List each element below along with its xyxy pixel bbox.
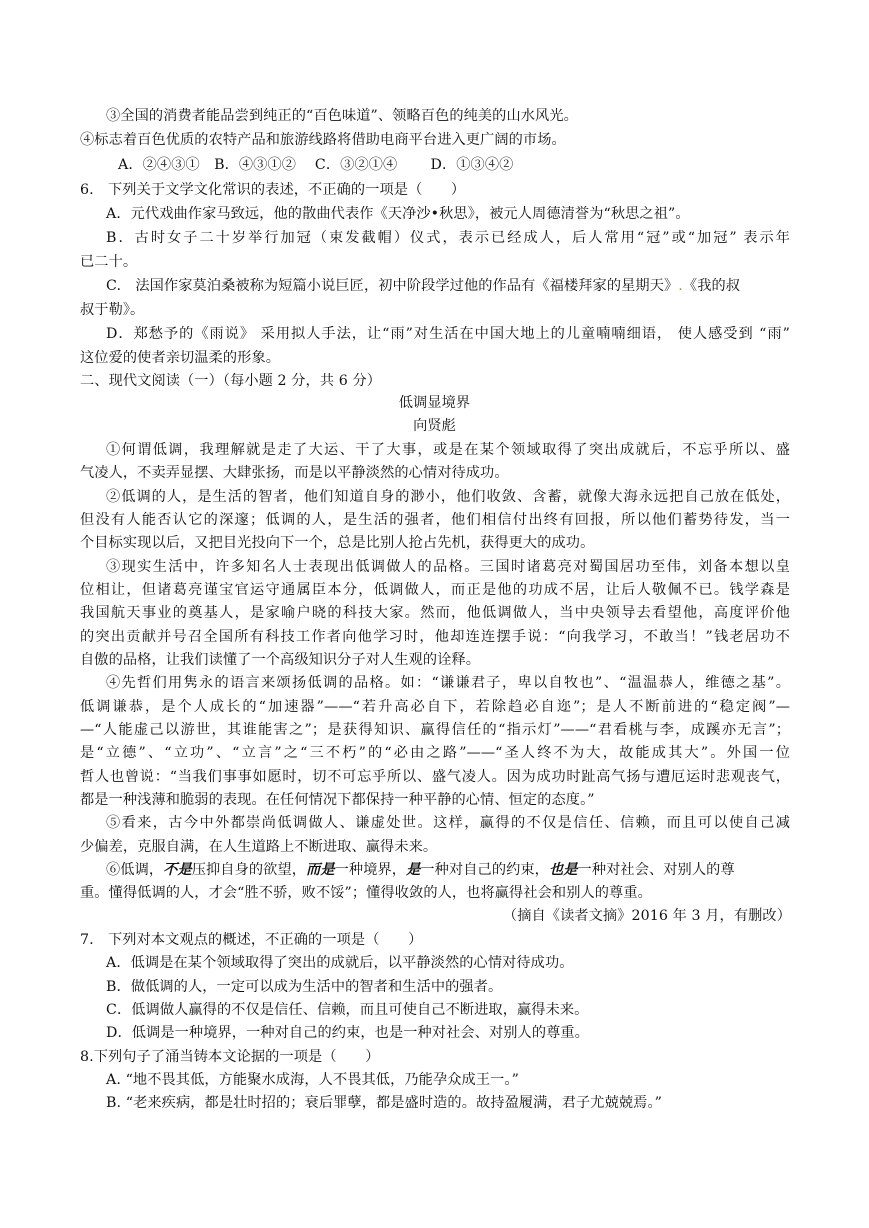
paragraph-1-line1: ①何谓低调，我理解就是走了大运、干了大事，或是在某个领域取得了突出成就后，不忘乎所以、盛: [106, 442, 790, 458]
paragraph-6-line2: 重。懂得低调的人，才会“胜不骄，败不馁”；懂得收敛的人，也将赢得社会和别人的尊重。: [80, 885, 652, 901]
paragraph-4-line2: 低调谦恭，是个人成长的“加速器”——“若升高必自下，若除趋必自迩”；是人不断前进的“稳定阀”—: [80, 699, 790, 715]
q6-option-b-line2: 已二十。: [80, 254, 138, 270]
paragraph-4-line1: ④先哲们用隽永的语言来颂扬低调的品格。如：“谦谦君子，卑以自牧也”、“温温恭人，维德之基”。: [106, 675, 790, 691]
orange-dot: .: [678, 278, 683, 294]
paragraph-1-line2: 气凌人，不卖弄显摆、大肆张扬，而是以平静淡然的心情对待成功。: [80, 465, 509, 481]
paragraph-6-line1: [106, 860, 735, 880]
paragraph-3-line1: ③现实生活中，许多知名人士表现出低调做人的品格。三国时诸葛亮对蜀国居功至伟，刘备本想以皇: [106, 559, 790, 575]
q8-stem: 8.下列句子了涌当铸本文论据的一项是（ ）: [80, 1049, 380, 1065]
q6-option-b-line1: B．古时女子二十岁举行加冠（束发截帽）仪式，表示已经成人，后人常用“冠”或“加冠” 表示年: [106, 230, 790, 246]
p6-text: 压抑自身的欲望，: [191, 862, 307, 878]
paragraph-4-line4: 是“立德”、“立功”、“立言”之“三不朽”的“必由之路”——“圣人终不为大，故能成其大”。外国一位: [80, 745, 790, 761]
q7-option-c: C．低调做人赢得的不仅是信任、信赖，而且可使自己不断进取，赢得未来。: [106, 1002, 589, 1018]
p6-text: 一种对自己的约束，: [420, 862, 549, 878]
paragraph-2-line2: 但没有人能否认它的深邃；低调的人，是生活的强者，他们相信付出终有回报，所以他们蓄势待发，当一: [80, 512, 790, 528]
q6-stem: 6. 下列关于文学文化常识的表述，不正确的一项是（ ）: [80, 182, 466, 198]
paragraph-4-line5: 哲人也曾说：“当我们事事如愿时，切不可忘乎所以、盛气凌人。因为成功时趾高气扬与遭厄运时悲观丧气，: [80, 769, 790, 785]
p6-emphasis-bushi: 不是: [163, 862, 192, 878]
paragraph-2-line1: ②低调的人，是生活的智者，他们知道自身的渺小，他们收敛、含蓄，就像大海永远把自己放在低处，: [106, 489, 790, 505]
p6-text: 一种境界，: [334, 862, 407, 878]
paragraph-4-line3: —“人能虚己以游世，其谁能害之”；是获得知识、赢得信任的“指示灯”——“君看桃与李，成蹊亦无言”；: [80, 722, 790, 738]
article-title: 低调显境界: [398, 395, 471, 411]
q6-option-a: A．元代戏曲作家马致远，他的散曲代表作《天净沙•秋思》，被元人周德清誉为“秋思之祖”。: [106, 206, 690, 222]
q5-statement-3: ③全国的消费者能品尝到纯正的“百色味道”、领略百色的纯美的山水风光。: [106, 108, 578, 124]
paragraph-5-line1: ⑤看来，古今中外都崇尚低调做人、谦虚处世。这样，赢得的不仅是信任、信赖，而且可以使自己减: [106, 815, 790, 831]
paragraph-3-line2: 位相让，但诸葛亮谨宝官运守通属臣本分，低调做人，而正是他的功成不居，让后人敬佩不已。钱学森是: [80, 582, 790, 598]
article-source: （摘自《读者文摘》2016 年 3 月，有删改）: [502, 908, 791, 924]
q6-option-d-line1: D．郑愁予的《雨说》 采用拟人手法，让“雨”对生活在中国大地上的儿童喃喃细语， 使人感受到 “雨”: [106, 326, 790, 342]
q7-option-b: B．做低调的人，一定可以成为生活中的智者和生活中的强者。: [106, 979, 503, 995]
q6-option-d-line2: 这位爱的使者亲切温柔的形象。: [80, 350, 281, 366]
q6-option-c-text-end: 《我的叔: [682, 278, 741, 294]
paragraph-2-line3: 个目标实现以后，又把目光投向下一个，总是比别人抢占先机，获得更大的成功。: [80, 535, 595, 551]
paragraph-4-line6: 都是一种浅薄和脆弱的表现。在任何情况下都保持一种平静的心情、恒定的态度。”: [80, 792, 595, 808]
p6-text: 一种对社会、对别人的尊: [577, 862, 735, 878]
p6-text: ⑥低调，: [106, 862, 164, 878]
section-heading: 二、现代文阅读（一）（每小题 2 分，共 6 分）: [80, 373, 382, 389]
q7-stem: 7. 下列对本文观点的概述，不正确的一项是（ ）: [80, 932, 423, 948]
paragraph-3-line4: 的突出贡献并号召全国所有科技工作者向他学习时，他却连连摆手说：“向我学习，不敢当！”钱老居功不: [80, 629, 790, 645]
paragraph-3-line3: 我国航天事业的奠基人，是家喻户晓的科技大家。然而，他低调做人，当中央领导去看望他，高度评价他: [80, 605, 790, 621]
q8-option-b: B. “老来疾病，都是壮时招的；衰后罪孽，都是盛时造的。故持盈履满，君子尤兢兢焉。”: [106, 1095, 662, 1111]
q6-option-c-line1: [106, 276, 740, 296]
q6-option-c-text: C. 法国作家莫泊桑被称为短篇小说巨匠，初中阶段学过他的作品有《福楼拜家的星期天》: [106, 278, 679, 294]
q6-option-c-line2: 叔于勒》。: [80, 302, 145, 318]
q8-option-a: A. “地不畏其低，方能聚水成海，人不畏其低，乃能孕众成王一。”: [106, 1072, 519, 1088]
p6-emphasis-shi: 是: [406, 862, 421, 878]
q7-option-d: D．低调是一种境界，一种对自己的约束，也是一种对社会、对别人的尊重。: [106, 1025, 589, 1041]
q5-statement-4: ④标志着百色优质的农特产品和旅游线路将借助电商平台进入更广阔的市场。: [80, 132, 566, 148]
q5-options: A．②④③① B．④③①② C．③②①④ D．①③④②: [118, 157, 514, 173]
paragraph-3-line5: 自傲的品格，让我们读懂了一个高级知识分子对人生观的诠释。: [80, 652, 481, 668]
p6-emphasis-yeshi: 也是: [548, 862, 578, 878]
paragraph-5-line2: 少偏差，克服自满，在人生道路上不断进取、赢得未来。: [80, 839, 438, 855]
p6-emphasis-ershi: 而是: [306, 862, 335, 878]
article-author: 向贤彪: [413, 418, 456, 434]
q7-option-a: A．低调是在某个领域取得了突出的成就后，以平静淡然的心情对待成功。: [106, 955, 574, 971]
